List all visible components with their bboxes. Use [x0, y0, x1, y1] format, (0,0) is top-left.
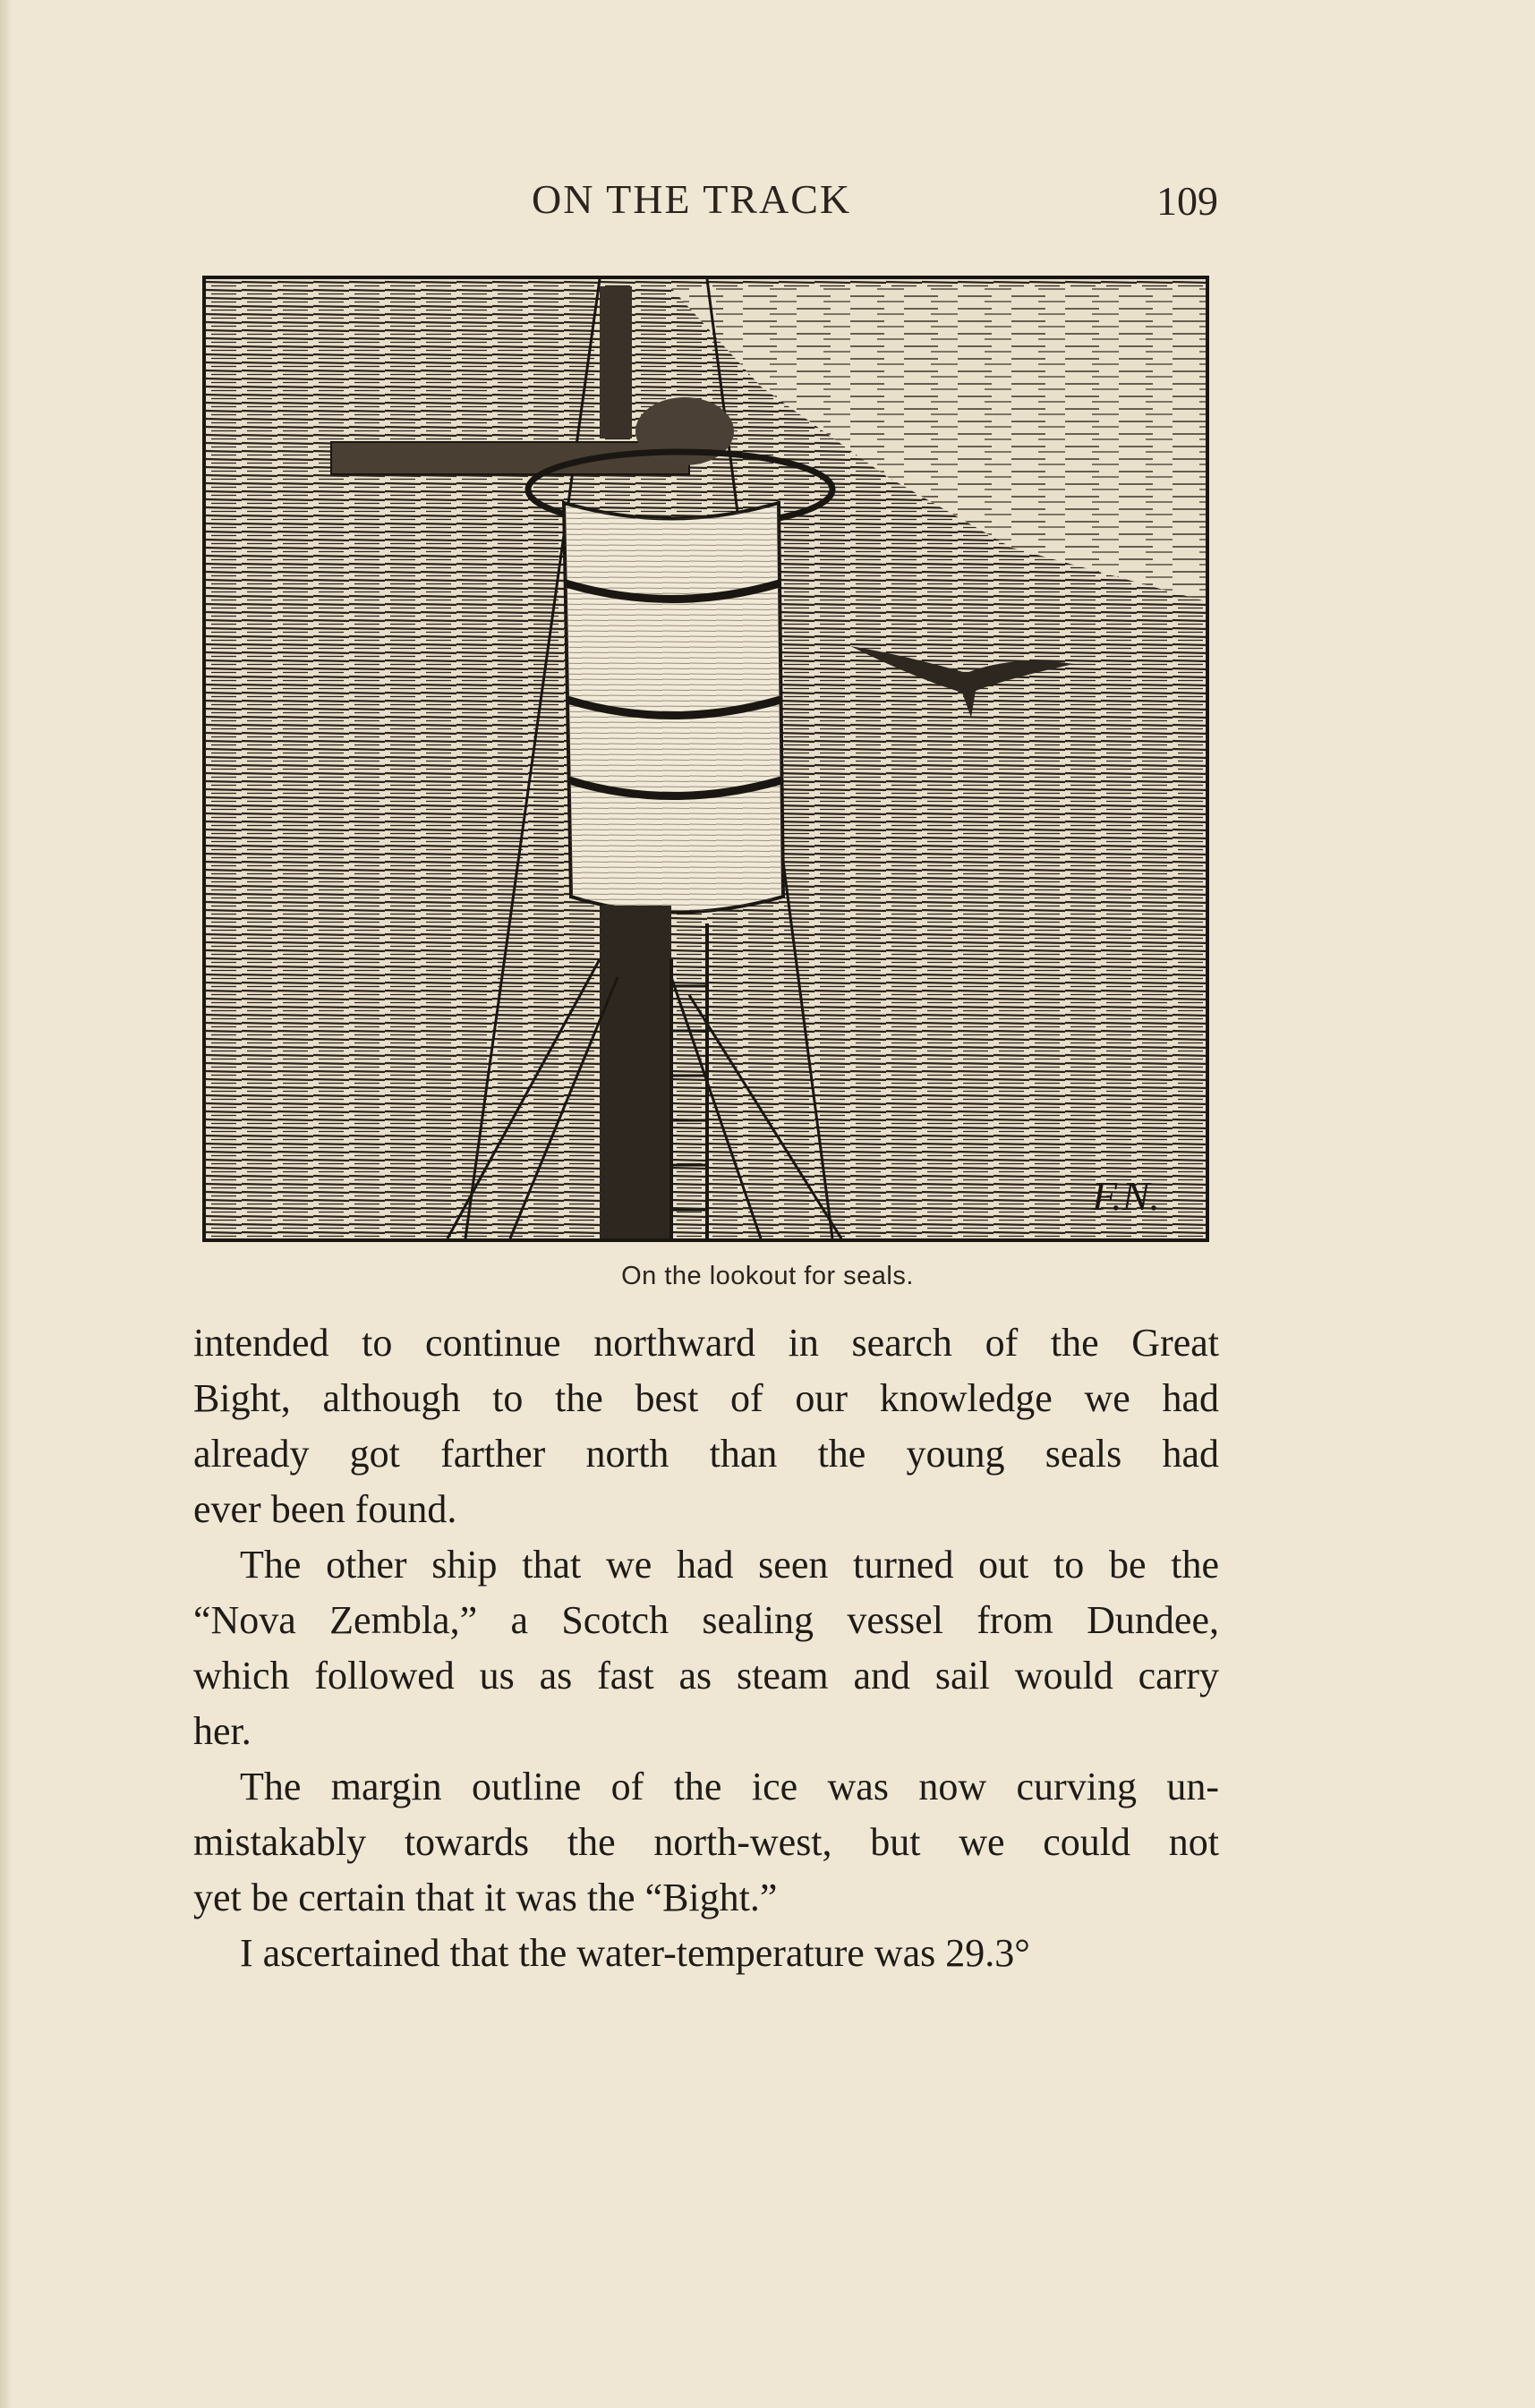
text-line: Bight, although to the best of our knowledge we had: [193, 1376, 1219, 1420]
illustration-drawing: [206, 279, 1206, 1238]
page-number: 109: [1156, 178, 1218, 224]
text-line: “Nova Zembla,” a Scotch sealing vessel from Dundee,: [193, 1598, 1219, 1642]
illustration-lookout: [202, 276, 1209, 1242]
text-line: The other ship that we had seen turned out to be the: [240, 1543, 1219, 1587]
figure-caption: On the lookout for seals.: [621, 1262, 914, 1290]
text-line: yet be certain that it was the “Bight.”: [193, 1876, 778, 1919]
text-line: I ascertained that the water-temperature was 29.3°: [240, 1931, 1030, 1975]
page-edge: [0, 0, 13, 2408]
mast-top: [600, 286, 632, 438]
text-line: her.: [193, 1709, 252, 1753]
text-line: already got farther north than the young seals had: [193, 1432, 1219, 1476]
yard-arm: [331, 442, 689, 474]
text-line: mistakably towards the north-west, but we could not: [193, 1820, 1219, 1864]
running-head-title: ON THE TRACK: [532, 176, 852, 222]
text-line: which followed us as fast as steam and sail would carry: [193, 1654, 1219, 1698]
body-text: [193, 1315, 1219, 1981]
running-head: [0, 175, 1535, 229]
lower-mast: [600, 906, 671, 1238]
illustrator-signature: F.N.: [1092, 1173, 1160, 1219]
text-line: intended to continue northward in search of the Great: [193, 1321, 1219, 1365]
text-line: ever been found.: [193, 1487, 457, 1531]
text-line: The margin outline of the ice was now curving un-: [240, 1765, 1219, 1808]
